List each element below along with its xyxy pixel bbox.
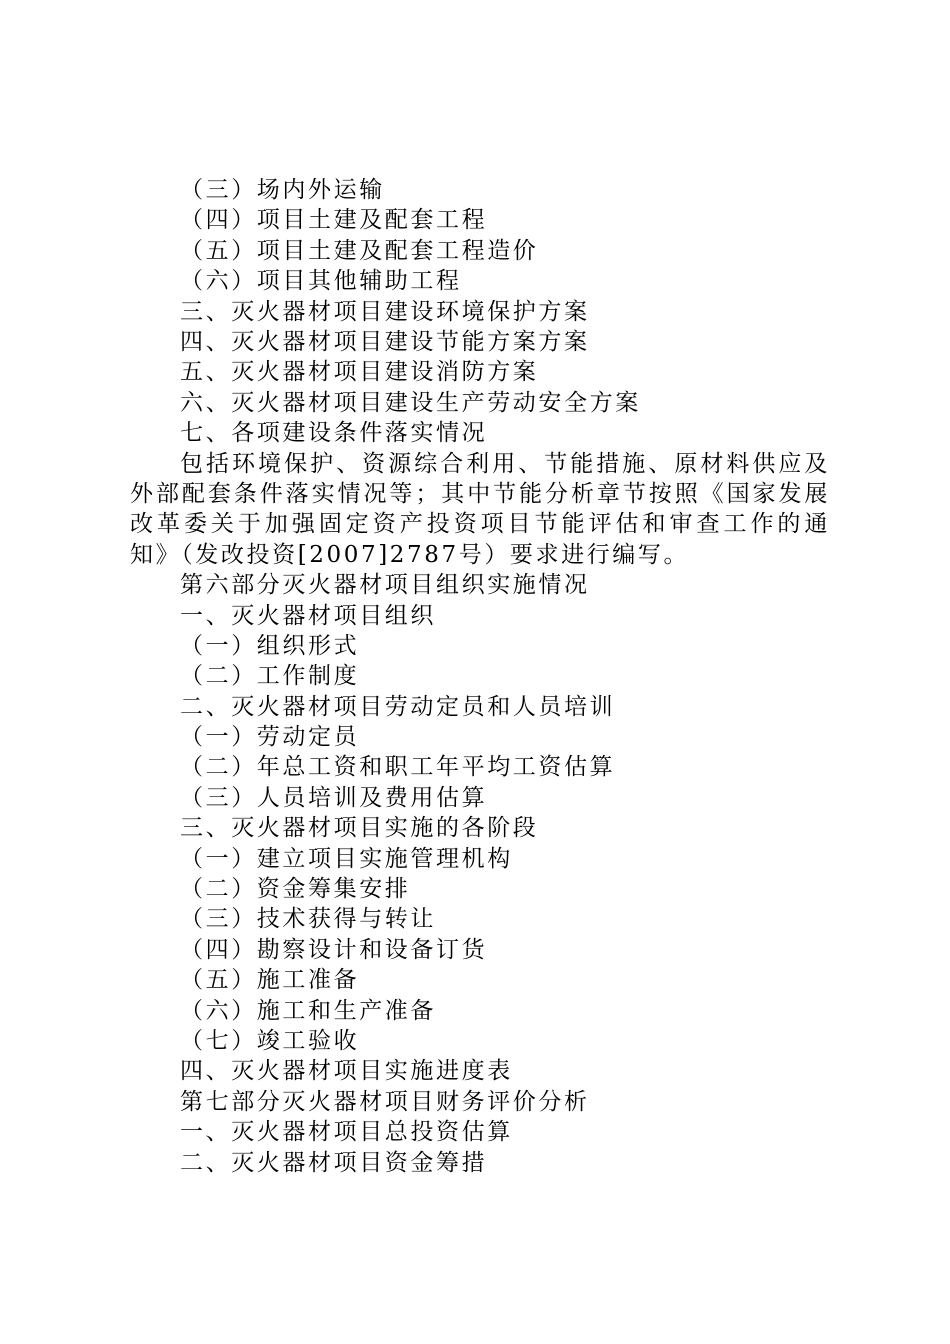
outline-item: （二）工作制度 <box>180 663 360 690</box>
outline-item: （六）施工和生产准备 <box>180 997 436 1024</box>
section-heading: 七、各项建设条件落实情况 <box>180 420 488 447</box>
outline-item: （六）项目其他辅助工程 <box>180 268 462 295</box>
section-heading: 一、灭火器材项目总投资估算 <box>180 1119 513 1146</box>
outline-item: （二）资金筹集安排 <box>180 876 411 903</box>
outline-item: （三）技术获得与转让 <box>180 906 436 933</box>
part-heading: 第七部分灭火器材项目财务评价分析 <box>180 1088 590 1115</box>
outline-item: （四）项目土建及配套工程 <box>180 207 488 234</box>
section-heading: 五、灭火器材项目建设消防方案 <box>180 359 539 386</box>
outline-item: （一）劳动定员 <box>180 724 360 751</box>
document-body <box>130 175 830 1178</box>
outline-item: （一）建立项目实施管理机构 <box>180 845 513 872</box>
outline-item: （四）勘察设计和设备订货 <box>180 936 488 963</box>
section-heading: 二、灭火器材项目劳动定员和人员培训 <box>180 693 616 720</box>
section-heading: 二、灭火器材项目资金筹措 <box>180 1149 488 1176</box>
part-heading: 第六部分灭火器材项目组织实施情况 <box>180 572 590 599</box>
body-paragraph: 包括环境保护、资源综合利用、节能措施、原材料供应及外部配套条件落实情况等；其中节能分析章节按照《国家发展改革委关于加强固定资产投资项目节能评估和审查工作的通知》（发改投资[2007]2787号）要求进行编写。 <box>130 450 830 568</box>
outline-item: （一）组织形式 <box>180 632 360 659</box>
outline-item: （三）人员培训及费用估算 <box>180 784 488 811</box>
section-heading: 四、灭火器材项目建设节能方案方案 <box>180 328 590 355</box>
section-heading: 一、灭火器材项目组织 <box>180 602 436 629</box>
outline-item: （三）场内外运输 <box>180 177 385 203</box>
outline-item: （二）年总工资和职工年平均工资估算 <box>180 754 616 781</box>
section-heading: 三、灭火器材项目建设环境保护方案 <box>180 298 590 325</box>
section-heading: 六、灭火器材项目建设生产劳动安全方案 <box>180 389 641 416</box>
section-heading: 三、灭火器材项目实施的各阶段 <box>180 815 539 842</box>
section-heading: 四、灭火器材项目实施进度表 <box>180 1058 513 1085</box>
outline-item: （五）项目土建及配套工程造价 <box>180 237 539 264</box>
outline-item: （七）竣工验收 <box>180 1028 360 1054</box>
outline-item: （五）施工准备 <box>180 967 360 994</box>
